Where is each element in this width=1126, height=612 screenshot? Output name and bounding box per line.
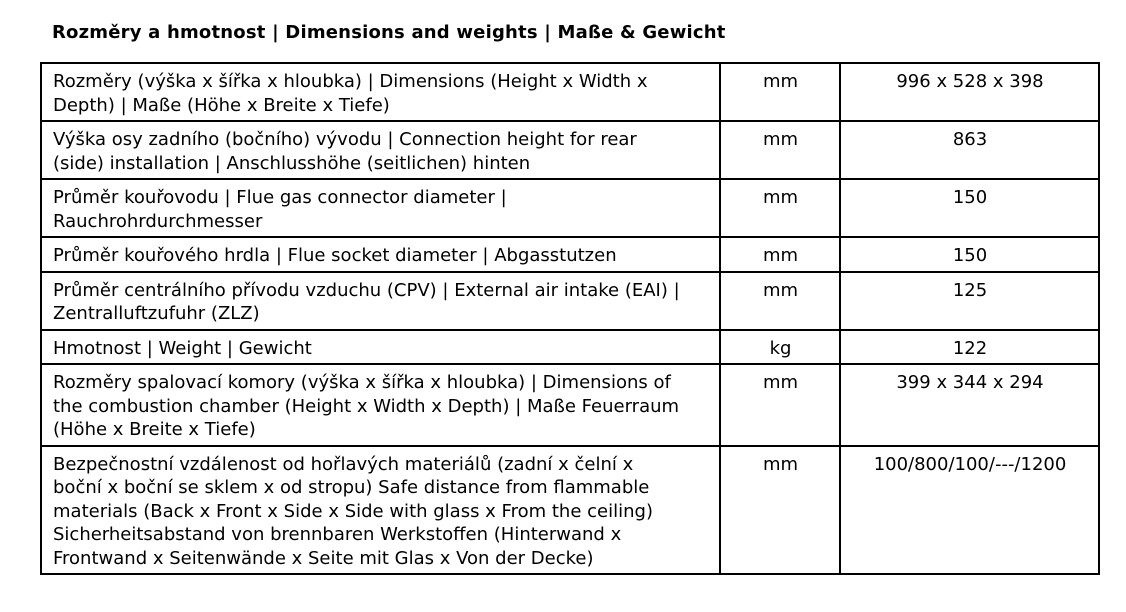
- row-description: Průměr kouřovodu | Flue gas connector diameter | Rauchrohrdurchmesser: [41, 179, 720, 237]
- row-value: 150: [840, 237, 1099, 272]
- row-value: 150: [840, 179, 1099, 237]
- row-unit: mm: [720, 446, 840, 575]
- table-row: [41, 330, 1099, 365]
- row-value: 399 x 344 x 294: [840, 364, 1099, 446]
- row-value: 100/800/100/---/1200: [840, 446, 1099, 575]
- dimensions-weights-table: [40, 62, 1100, 575]
- row-value: 125: [840, 272, 1099, 330]
- section-title: Rozměry a hmotnost | Dimensions and weights | Maße & Gewicht: [52, 22, 726, 43]
- row-description: Hmotnost | Weight | Gewicht: [41, 330, 720, 365]
- row-description: Průměr centrálního přívodu vzduchu (CPV) | External air intake (EAI) | Zentralluftzufuhr (ZLZ): [41, 272, 720, 330]
- row-unit: mm: [720, 237, 840, 272]
- table-row: [41, 179, 1099, 237]
- row-value: 122: [840, 330, 1099, 365]
- table-row: [41, 446, 1099, 575]
- table-row: [41, 237, 1099, 272]
- row-unit: mm: [720, 63, 840, 121]
- row-value: 996 x 528 x 398: [840, 63, 1099, 121]
- table-row: [41, 272, 1099, 330]
- row-unit: mm: [720, 272, 840, 330]
- table-row: [41, 364, 1099, 446]
- row-unit: mm: [720, 364, 840, 446]
- row-description: Výška osy zadního (bočního) vývodu | Connection height for rear (side) installation | Anschlusshöhe (seitlichen) hinten: [41, 121, 720, 179]
- row-unit: mm: [720, 179, 840, 237]
- row-description: Průměr kouřového hrdla | Flue socket diameter | Abgasstutzen: [41, 237, 720, 272]
- row-description: Rozměry spalovací komory (výška x šířka x hloubka) | Dimensions of the combustion chamber (Height x Width x Depth) | Maße Feuerraum (Höhe x Breite x Tiefe): [41, 364, 720, 446]
- row-unit: mm: [720, 121, 840, 179]
- row-description: Bezpečnostní vzdálenost od hořlavých materiálů (zadní x čelní x boční x boční se sklem x od stropu) Safe distance from flammable materials (Back x Front x Side x Side with glass x From the ceiling) Sicherheitsabstand von brennbaren Werkstoffen (Hinterwand x Frontwand x Seitenwände x Seite mit Glas x Von der Decke): [41, 446, 720, 575]
- table-row: [41, 63, 1099, 121]
- row-description: Rozměry (výška x šířka x hloubka) | Dimensions (Height x Width x Depth) | Maße (Höhe x Breite x Tiefe): [41, 63, 720, 121]
- row-unit: kg: [720, 330, 840, 365]
- table-row: [41, 121, 1099, 179]
- row-value: 863: [840, 121, 1099, 179]
